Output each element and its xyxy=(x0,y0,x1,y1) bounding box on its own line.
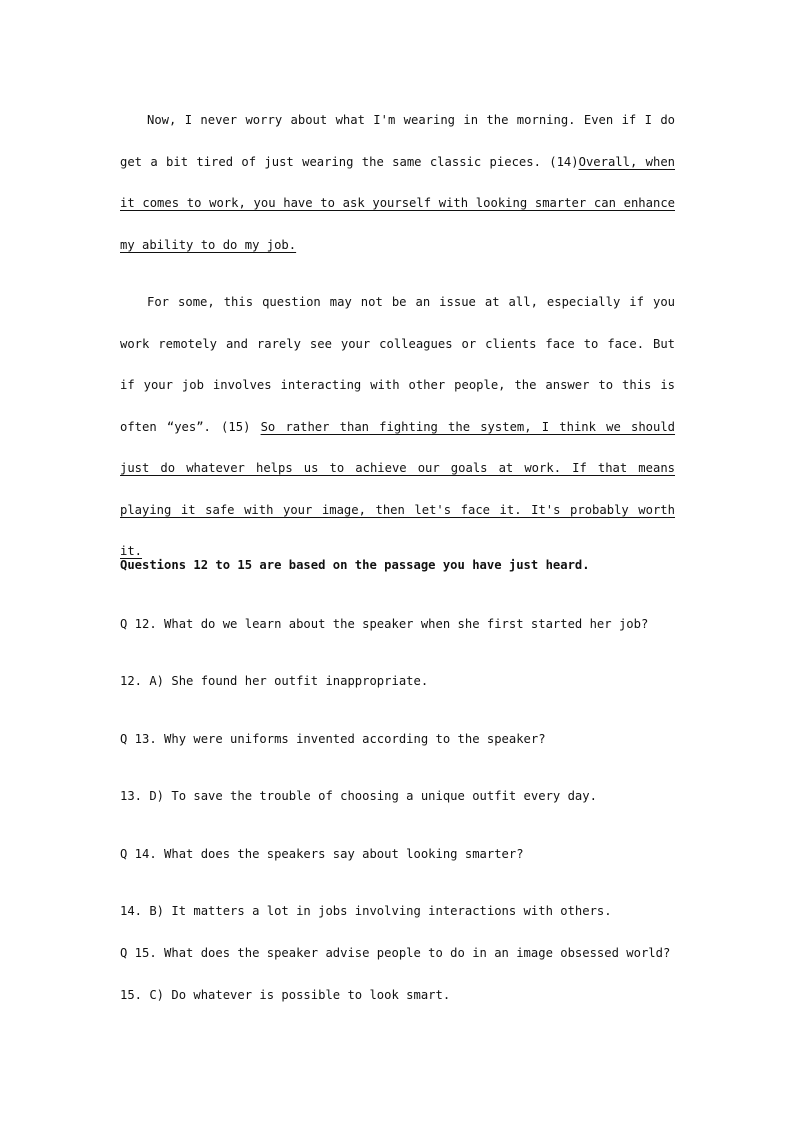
answer-14: 14. B) It matters a lot in jobs involving interactions with others. xyxy=(120,904,612,918)
paragraph-1-text: Now, I never worry about what I'm wearing in the morning. Even if I do get a bit tired of just wearing the same classic pieces. (14) xyxy=(120,113,675,169)
answer-12: 12. A) She found her outfit inappropriate. xyxy=(120,674,429,688)
question-14: Q 14. What does the speakers say about looking smarter? xyxy=(120,847,524,861)
answer-15: 15. C) Do whatever is possible to look smart. xyxy=(120,988,451,1002)
paragraph-2-text: For some, this question may not be an issue at all, especially if you work remotely and rarely see your colleagues or clients face to face. But if your job involves interacting with other people, the answer to this is often “yes”. (15) xyxy=(120,295,675,434)
questions-heading: Questions 12 to 15 are based on the passage you have just heard. xyxy=(120,558,590,572)
answer-13: 13. D) To save the trouble of choosing a unique outfit every day. xyxy=(120,789,597,803)
question-13: Q 13. Why were uniforms invented according to the speaker? xyxy=(120,732,546,746)
question-12: Q 12. What do we learn about the speaker when she first started her job? xyxy=(120,617,649,631)
passage-paragraph-1 xyxy=(120,100,675,266)
question-15: Q 15. What does the speaker advise people to do in an image obsessed world? xyxy=(120,946,671,960)
paragraph-1-underlined-answer: Overall, when it comes to work, you have to ask yourself with looking smarter can enhance my ability to do my job. xyxy=(120,154,675,252)
passage-paragraph-2 xyxy=(120,282,675,573)
paragraph-2-underlined-answer: So rather than fighting the system, I think we should just do whatever helps us to achieve our goals at work. If that means playing it safe with your image, then let's face it. It's probably worth it. xyxy=(120,419,676,558)
